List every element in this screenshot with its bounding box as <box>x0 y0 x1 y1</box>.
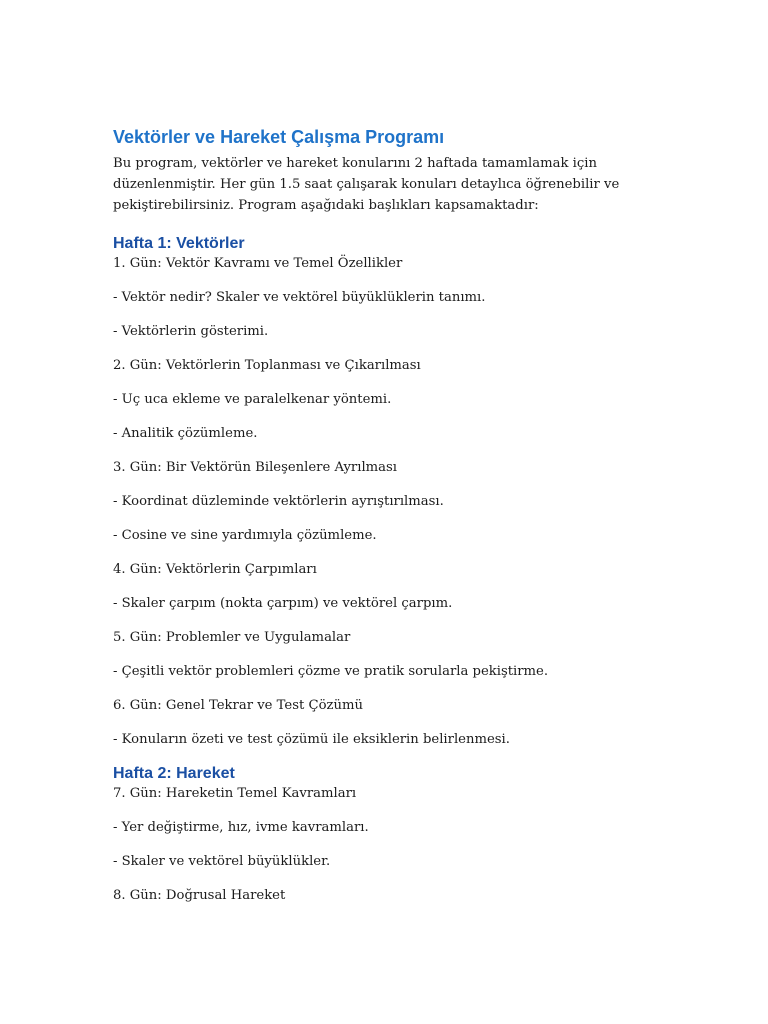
list-item: - Çeşitli vektör problemleri çözme ve pratik sorularla pekiştirme. <box>113 664 549 679</box>
list-item: - Koordinat düzleminde vektörlerin ayrıştırılması. <box>113 494 444 509</box>
intro-paragraph: Bu program, vektörler ve hareket konularını 2 haftada tamamlamak için düzenlenmiştir. Her gün 1.5 saat çalışarak konuları detaylıca öğrenebilir ve pekiştirebilirsiniz. Program aşağıdaki başlıkları kapsamaktadır: <box>113 156 620 213</box>
list-item: 6. Gün: Genel Tekrar ve Test Çözümü <box>113 698 363 713</box>
week-1-heading: Hafta 1: Vektörler <box>113 235 245 252</box>
list-item: - Vektör nedir? Skaler ve vektörel büyüklüklerin tanımı. <box>113 290 486 305</box>
list-item: 7. Gün: Hareketin Temel Kavramları <box>113 786 357 801</box>
list-item: 8. Gün: Doğrusal Hareket <box>113 888 286 903</box>
list-item: - Yer değiştirme, hız, ivme kavramları. <box>113 820 369 835</box>
list-item: 1. Gün: Vektör Kavramı ve Temel Özellikler <box>113 256 403 271</box>
list-item: 4. Gün: Vektörlerin Çarpımları <box>113 562 317 577</box>
list-item: - Uç uca ekleme ve paralelkenar yöntemi. <box>113 392 392 407</box>
list-item: - Konuların özeti ve test çözümü ile eksiklerin belirlenmesi. <box>113 732 510 747</box>
list-item: 2. Gün: Vektörlerin Toplanması ve Çıkarılması <box>113 358 421 373</box>
list-item: - Analitik çözümleme. <box>113 426 258 441</box>
list-item: - Skaler ve vektörel büyüklükler. <box>113 854 331 869</box>
week-2-section <box>113 763 673 905</box>
list-item: - Skaler çarpım (nokta çarpım) ve vektörel çarpım. <box>113 596 453 611</box>
list-item: 3. Gün: Bir Vektörün Bileşenlere Ayrılması <box>113 460 398 475</box>
week-2-heading: Hafta 2: Hareket <box>113 765 235 782</box>
week-1-section <box>113 233 673 749</box>
list-item: 5. Gün: Problemler ve Uygulamalar <box>113 630 351 645</box>
list-item: - Cosine ve sine yardımıyla çözümleme. <box>113 528 377 543</box>
document-title: Vektörler ve Hareket Çalışma Programı <box>113 127 445 147</box>
list-item: - Vektörlerin gösterimi. <box>113 324 269 339</box>
document-page <box>113 124 673 905</box>
